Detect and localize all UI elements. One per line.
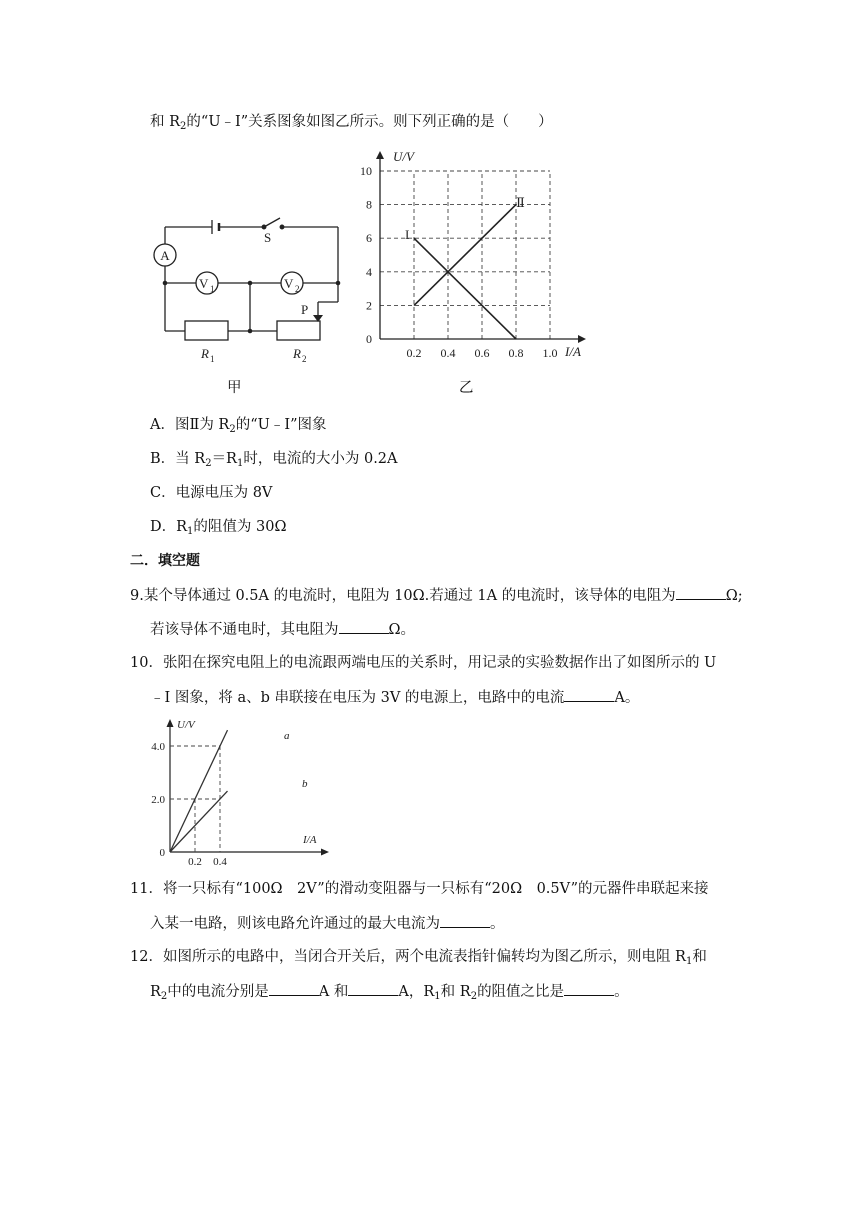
junction-node xyxy=(248,281,253,286)
r2-subscript: 2 xyxy=(302,354,307,364)
x-axis-arrow xyxy=(578,335,586,343)
ab-series-label-a: a xyxy=(284,730,290,742)
y-axis-arrow xyxy=(167,719,174,727)
v2-subscript: 2 xyxy=(295,284,300,294)
y-tick-label: 0 xyxy=(366,332,372,346)
y-tick-label: 2.0 xyxy=(151,794,165,806)
resistor-r1 xyxy=(185,321,228,340)
answer-blank[interactable] xyxy=(348,981,398,996)
answer-blank[interactable] xyxy=(564,981,614,996)
x-axis-arrow xyxy=(321,849,329,856)
option-a[interactable]: A．图Ⅱ为 $R_2$的“U﹣I”图象 xyxy=(150,417,327,435)
answer-blank[interactable] xyxy=(564,687,614,702)
switch-label: S xyxy=(264,230,272,245)
x-tick-label: 0.6 xyxy=(474,346,490,360)
ab-series-label-b: b xyxy=(302,778,308,790)
x-tick-label: 0.4 xyxy=(440,346,456,360)
q12-line1: 12．如图所示的电路中，当闭合开关后，两个电流表指针偏转均为图乙所示，则电阻 $R_1$和 xyxy=(130,949,707,967)
yi-ylabel: U/V xyxy=(393,149,414,164)
ammeter-label: A xyxy=(160,248,170,263)
q10-line2: ﹣I 图象，将 a、b 串联接在电压为 3V 的电源上，电路中的电流 A。 xyxy=(150,687,639,708)
caption-jia: 甲 xyxy=(227,380,242,396)
answer-blank[interactable] xyxy=(339,619,389,634)
x-tick-label: 0.2 xyxy=(188,856,202,865)
v1-subscript: 1 xyxy=(210,284,215,294)
y-tick-label: 4 xyxy=(366,264,372,279)
series-line xyxy=(170,730,228,852)
yi-xlabel: I/A xyxy=(565,344,581,359)
yi-axes xyxy=(376,151,586,343)
x-tick-label: 0.4 xyxy=(213,856,227,865)
y-tick-label: 8 xyxy=(366,197,372,212)
graph-ab xyxy=(140,715,340,865)
r1-subscript: 1 xyxy=(210,354,215,364)
y-tick-label: 6 xyxy=(366,231,372,246)
option-b[interactable]: B．当 $R_2=R_1$时，电流的大小为 0.2A xyxy=(150,451,398,469)
junction-node xyxy=(248,329,253,334)
resistor-r2 xyxy=(277,321,320,340)
answer-blank[interactable] xyxy=(269,981,319,996)
y-tick-label: 0 xyxy=(159,847,165,859)
circuit-diagram xyxy=(140,205,360,405)
answer-blank[interactable] xyxy=(440,913,490,928)
option-c[interactable]: C．电源电压为 8V xyxy=(150,485,273,501)
x-tick-label: 1.0 xyxy=(542,346,558,360)
yi-series-label-I: I xyxy=(405,227,410,242)
q10-line1: 10．张阳在探究电阻上的电流跟两端电压的关系时，用记录的实验数据作出了如图所示的 U xyxy=(130,655,717,671)
x-tick-label: 0.8 xyxy=(508,346,524,360)
caption-yi: 乙 xyxy=(459,380,474,396)
q9-line2: 若该导体不通电时，其电阻为 Ω。 xyxy=(150,619,415,640)
yi-series-label-II: Ⅱ xyxy=(516,195,525,210)
ab-xlabel: I/A xyxy=(303,834,317,846)
r1-label: R xyxy=(201,346,209,361)
r2-label: R xyxy=(293,346,301,361)
q9-line1: 9.某个导体通过 0.5A 的电流时，电阻为 10Ω.若通过 1A 的电流时，该导体的电阻为 Ω; xyxy=(130,585,743,606)
v2-label: V xyxy=(284,276,294,291)
q8-stem: 和 $R_2$的“U﹣I”关系图象如图乙所示。则下列正确的是（ ） xyxy=(150,114,553,132)
switch-blade xyxy=(264,218,280,227)
ab-ylabel: U/V xyxy=(177,719,195,731)
series-line xyxy=(414,238,516,339)
y-tick-label: 2 xyxy=(366,298,372,313)
series-line xyxy=(414,205,516,306)
junction-node xyxy=(336,281,341,286)
y-axis-arrow xyxy=(376,151,384,159)
ab-lines xyxy=(170,730,228,852)
v1-label: V xyxy=(199,276,209,291)
graph-yi xyxy=(350,145,610,370)
slider-label: P xyxy=(301,302,309,317)
y-tick-label: 10 xyxy=(360,164,372,178)
q11-line2: 入某一电路，则该电路允许通过的最大电流为 。 xyxy=(150,913,505,934)
option-d[interactable]: D．$R_1$的阻值为 30Ω xyxy=(150,519,287,537)
x-tick-label: 0.2 xyxy=(406,346,422,360)
q11-line1: 11．将一只标有“100Ω 2V”的滑动变阻器与一只标有“20Ω 0.5V”的元器件串联起来接 xyxy=(130,881,709,897)
y-tick-label: 4.0 xyxy=(151,741,165,753)
junction-node xyxy=(163,281,168,286)
answer-blank[interactable] xyxy=(676,585,726,600)
section-heading: 二．填空题 xyxy=(130,553,200,569)
q12-line2: $R_2$中的电流分别是 A 和 A，$R_1$和 $R_2$的阻值之比是 。 xyxy=(150,981,629,1002)
series-line xyxy=(170,791,228,852)
